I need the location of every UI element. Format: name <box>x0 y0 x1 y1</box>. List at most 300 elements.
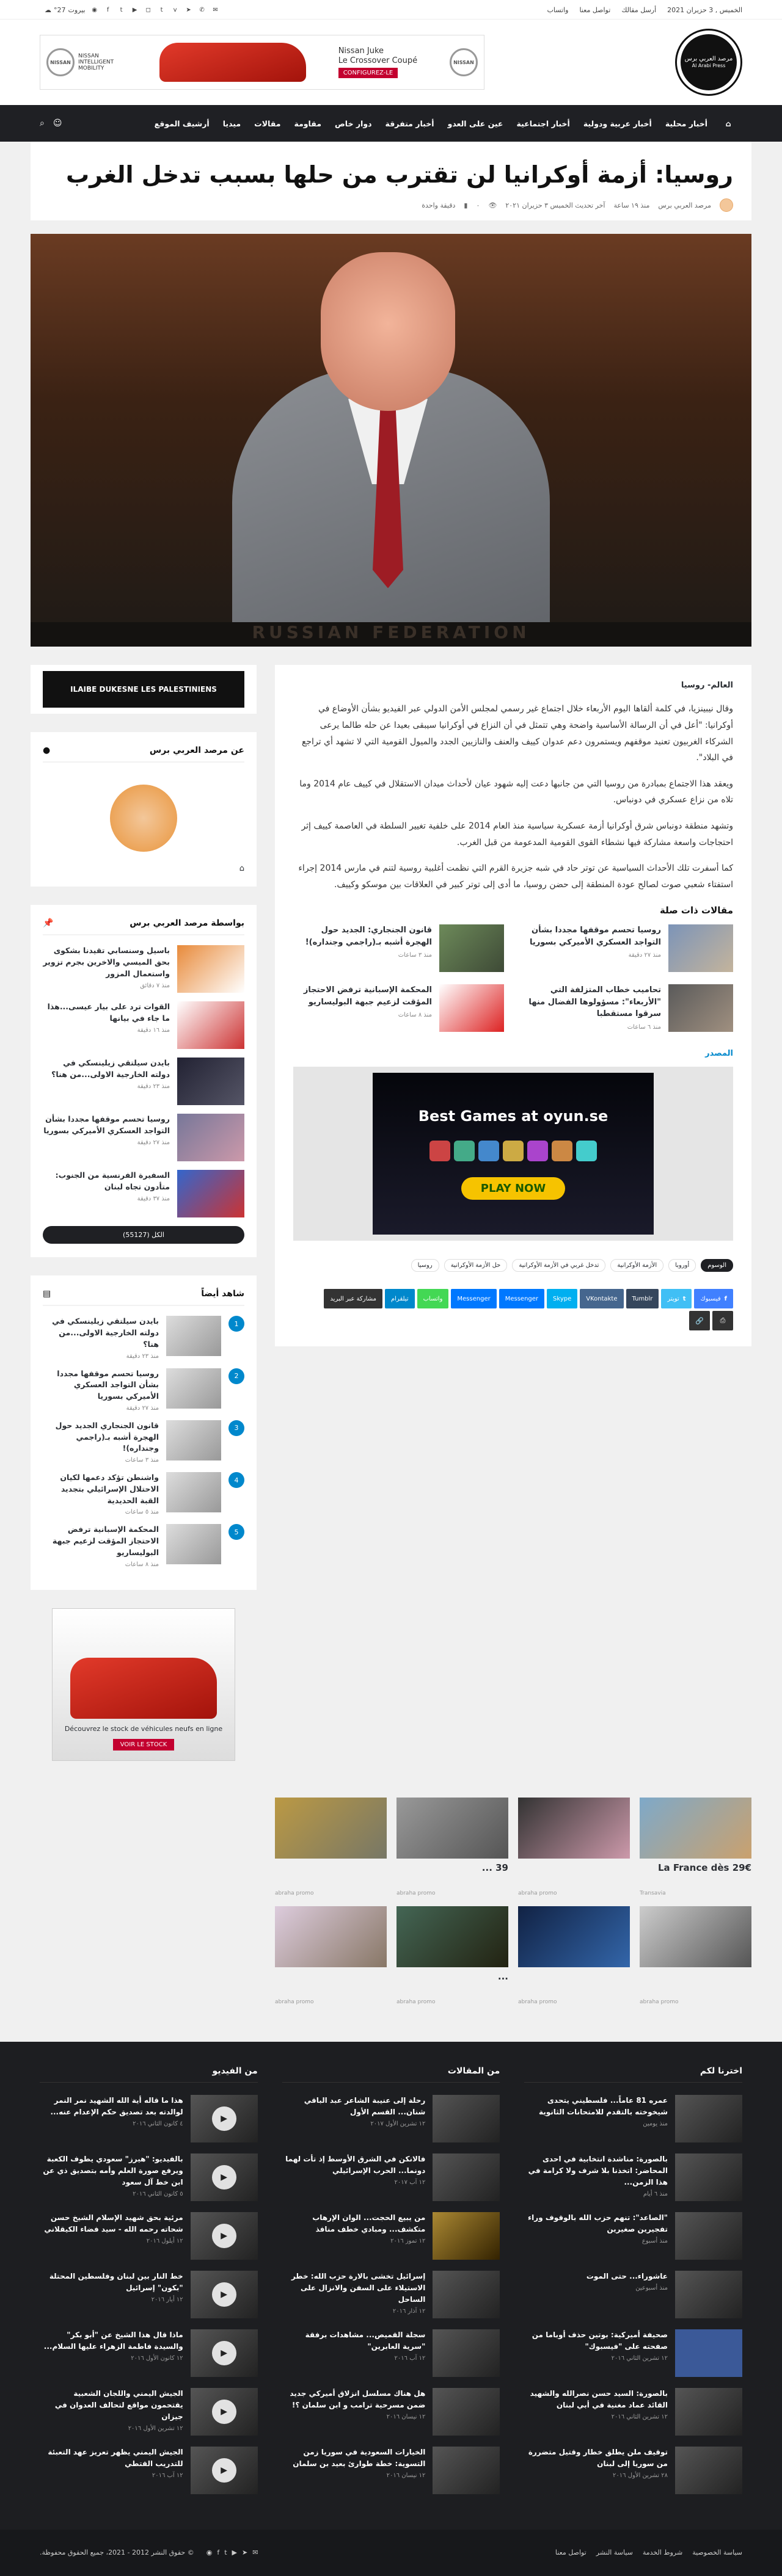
footer-item-title[interactable]: عمره 81 عاماً... فلسطيني يتحدى شيخوخته بالتقدم للامتحانات الثانوية <box>538 2095 668 2116</box>
promo-title[interactable] <box>275 1862 387 1885</box>
footer-item-title[interactable]: فالانكن في الشرق الأوسط إذ تأت لهما دونما... الحرب الإسرائيلي <box>285 2154 426 2175</box>
top-link-whatsapp[interactable]: واتساب <box>547 5 569 14</box>
promo-title[interactable] <box>275 1971 387 1994</box>
footer-link-publishing[interactable]: سياسة النشر <box>596 2549 633 2557</box>
footer-item-date: منذ ٦ أيام <box>643 2191 668 2198</box>
watched-item-title[interactable]: روسيا تحسم موقفها مجددا بشأن التواجد العسكري الأميركي بسوريا <box>57 1368 159 1401</box>
facebook-icon[interactable]: f <box>106 6 109 13</box>
footer-item-date: ١٢ تشرين الأول ٢٠١٧ <box>370 2121 426 2128</box>
main-nav <box>0 105 782 142</box>
watched-item[interactable] <box>43 1420 244 1464</box>
share-label: واتساب <box>423 1295 443 1302</box>
nav-item[interactable]: أخبار متفرقة <box>385 118 434 128</box>
twitter-icon[interactable]: t <box>224 2549 227 2557</box>
footer-item[interactable] <box>524 2388 742 2436</box>
watched-item-title[interactable]: المحكمة الإسبانية ترفض الاحتجاز المؤقت لزعيم جبهة البوليساريو <box>52 1525 159 1557</box>
tag[interactable]: الأزمة الأوكرانية <box>610 1259 663 1272</box>
tumblr-icon[interactable]: t <box>160 6 163 13</box>
top-date: الخميس , 3 حزيران 2021 <box>667 5 742 14</box>
post-title[interactable]: بايدن سيلتقي زيلينسكي في دولته الخارجية الاولى...من هنا؟ <box>51 1058 170 1079</box>
youtube-icon[interactable]: ▶ <box>232 2549 237 2557</box>
rss-icon[interactable]: ◉ <box>92 6 97 13</box>
article-header <box>31 142 751 220</box>
watched-item[interactable] <box>43 1472 244 1515</box>
tag[interactable]: أوروبا <box>668 1259 696 1272</box>
twitter-icon[interactable]: t <box>120 6 123 13</box>
footer-col-title: اخترنا لكم <box>524 2066 742 2083</box>
post-date: منذ ١٦ دقيقة <box>137 1026 170 1034</box>
link-icon[interactable]: 🔗 <box>689 1311 710 1330</box>
car-image <box>159 43 306 82</box>
promo-source: abraha promo <box>518 1998 557 2005</box>
share-label: Tumblr <box>632 1295 653 1302</box>
tags <box>293 1259 733 1272</box>
share-label: تيلقرام <box>390 1295 409 1302</box>
related-item-date: منذ ٢٧ دقيقة <box>628 952 661 959</box>
views-count: ٠ <box>476 201 480 209</box>
footer-item[interactable] <box>282 2447 500 2494</box>
vk-icon[interactable]: v <box>173 6 177 13</box>
footer-item-title[interactable]: بالفيديو: "هيرز" سعودي يطوف الكعبة ويرفع صورة العلم وأمه بتصديق ذي عن ابن خط آل سعود <box>43 2154 183 2187</box>
print-icon[interactable]: ⎙ <box>712 1311 733 1330</box>
nav-item[interactable]: أرشيف الموقع <box>154 118 210 128</box>
related-item[interactable] <box>522 924 733 972</box>
author-name[interactable]: مرصد العربي برس <box>658 201 711 209</box>
video-thumb <box>191 2329 258 2377</box>
footer-item[interactable] <box>282 2271 500 2318</box>
footer-item[interactable] <box>524 2447 742 2494</box>
paragraph: ويعقد هذا الاجتماع بمبادرة من روسيا التي من جانبها دعت إليه شهود عيان لأحداث ميدان الاستقلال في كييف عام 2014 وما تلاه من نزاع عسكري في دونباس. <box>299 778 733 805</box>
footer-item-title[interactable]: مرئية بحق شهيد الإسلام الشيخ حسن شحاته رحمه الله - سيد فضاء الكيقلاني <box>44 2213 183 2233</box>
footer-link-contact[interactable]: تواصل معنا <box>555 2549 586 2557</box>
footer-item-date: ١٢ آب ٢٠١٦ <box>394 2355 426 2362</box>
promo-image <box>518 1798 630 1859</box>
logo-text-en: Al Arabi Press <box>692 63 726 69</box>
footer-thumb <box>675 2153 742 2201</box>
footer-item-title[interactable]: الجيش اليمني واللجان الشعبية يقتحمون مواقع لتحالف العدوان في جيزان <box>54 2389 183 2422</box>
share-label: فيسبوك <box>700 1295 721 1302</box>
related-thumb <box>668 924 733 972</box>
watched-item-title[interactable]: واشنطن تؤكد دعمها لكيان الاحتلال الإسرائيلي بتجديد القبة الحديدية <box>60 1473 159 1505</box>
related-item-title[interactable]: قانون الجنجاري: الجديد حول الهجرة أشبه بـ(راجمي وجنداره)! <box>305 926 432 947</box>
tag[interactable]: حل الأزمة الأوكرانية <box>444 1259 508 1272</box>
watched-widget <box>31 1275 257 1589</box>
site-header <box>0 20 782 105</box>
footer-thumb <box>433 2271 500 2318</box>
stock-button[interactable]: VOIR LE STOCK <box>113 1739 175 1751</box>
promo-item[interactable] <box>275 1906 387 2005</box>
promo-item[interactable] <box>640 1798 751 1896</box>
nav-item[interactable]: دوار خاص <box>334 118 372 128</box>
footer-video-item[interactable] <box>40 2388 258 2436</box>
footer-item[interactable] <box>524 2271 742 2318</box>
watched-item[interactable] <box>43 1368 244 1412</box>
footer-link-privacy[interactable]: سياسة الخصوصية <box>692 2549 742 2557</box>
footer-item[interactable] <box>524 2153 742 2201</box>
footer-video-item[interactable] <box>40 2271 258 2318</box>
game-ad[interactable] <box>293 1067 733 1241</box>
footer-item-title[interactable]: هذا ما قاله أية الله الشهيد نمر النمر لوالدته بعد تصديق حكم الإعدام عنه... <box>50 2095 183 2116</box>
ad-tagline: NISSAN INTELLIGENT MOBILITY <box>78 53 114 71</box>
watched-item-date: منذ ٣ ساعات <box>125 1457 159 1464</box>
dateline: العالم- روسيا <box>681 681 733 691</box>
footer-item-date: ١٢ آذار ٢٠١٦ <box>392 2308 426 2315</box>
footer-video-item[interactable] <box>40 2153 258 2201</box>
top-link-submit[interactable]: أرسل مقالك <box>621 5 657 14</box>
watched-item-date: منذ ٢٧ دقيقة <box>126 1404 159 1412</box>
weather-widget <box>45 6 86 14</box>
promo-source: abraha promo <box>640 1998 679 2005</box>
hero-label: RUSSIAN FEDERATION <box>31 622 751 647</box>
article-body <box>275 665 751 1346</box>
play-icon[interactable]: ▶ <box>212 2341 236 2365</box>
top-bar <box>0 0 782 20</box>
post-title[interactable]: روسيا تحسم موقفها مجددا بشأن التواجد العسكري الأميركي بسوريا <box>43 1114 170 1136</box>
footer-item-title[interactable]: خط النار بين لبنان وفلسطين المحتلة "بكون" إسرائيل <box>49 2271 183 2292</box>
footer-item[interactable] <box>282 2095 500 2142</box>
promoted-grid <box>275 1798 751 2005</box>
share-twitter-button[interactable] <box>661 1289 692 1308</box>
promo-title[interactable]: La France dès 29€ <box>657 1862 751 1873</box>
promo-item[interactable] <box>640 1906 751 2005</box>
paragraph: وتشهد منطقة دونباس شرق أوكرانيا أزمة عسكرية سياسية منذ العام 2014 على خلفية تغيير السلطة في العاصمة كييف إثر احتجاجات واسعة مشاركة فيها نشطاء القوى القومية المدعومة من قبل الغرب. <box>301 821 733 847</box>
footer-item-date: ١٢ أيلول ٢٠١٦ <box>146 2238 183 2245</box>
post-date: منذ ٣٧ دقيقة <box>137 1195 170 1202</box>
footer-item-title[interactable]: الخيارات السعودية في سوريا زمن التسوية: خطة طوارئ بعيد بن سلمان <box>293 2447 426 2468</box>
post-item[interactable] <box>43 1170 244 1217</box>
post-item[interactable] <box>43 1058 244 1105</box>
footer-thumb <box>675 2212 742 2260</box>
promo-image <box>518 1906 630 1967</box>
rank-number: 4 <box>228 1472 244 1488</box>
nav-item[interactable]: مقاومة <box>294 118 321 128</box>
footer-item[interactable] <box>282 2212 500 2260</box>
promo-title[interactable] <box>518 1971 630 1994</box>
footer-item[interactable] <box>282 2388 500 2436</box>
ad-cta-button[interactable]: CONFIGUREZ-LE <box>338 68 398 78</box>
nav-item[interactable]: أخبار محلية <box>665 118 707 128</box>
related-item-title[interactable]: تحاميب خطاب المتزلفة التي "الأربعاء": مسؤولوها الفضال منها سرقوا مستقطبا <box>528 985 661 1019</box>
promo-title[interactable] <box>640 1971 751 1994</box>
nav-item[interactable]: ميديا <box>222 118 241 128</box>
promo-image <box>640 1798 751 1859</box>
watched-item[interactable] <box>43 1316 244 1359</box>
related-item-date: منذ ٣ ساعات <box>398 952 432 959</box>
video-thumb <box>191 2212 258 2260</box>
whatsapp-icon[interactable]: ✆ <box>199 6 205 13</box>
telegram-icon[interactable]: ➤ <box>242 2549 248 2557</box>
related-thumb <box>439 984 504 1032</box>
nav-item[interactable]: عين على العدو <box>447 118 503 128</box>
share-skype-button[interactable] <box>547 1289 577 1308</box>
watched-item-date: منذ ٢٣ دقيقة <box>126 1352 159 1360</box>
sidebar-banner-text: ILAIBE DUKESNE LES PALESTINIENS <box>43 671 244 708</box>
footer-video-item[interactable] <box>40 2329 258 2377</box>
footer-col-title: من الفيديو <box>40 2066 258 2083</box>
video-thumb <box>191 2095 258 2142</box>
share-tumblr-button[interactable] <box>626 1289 659 1308</box>
logo-text-ar: مرصد العربي برس <box>684 56 733 63</box>
all-posts-button[interactable]: الكل (55127) <box>43 1226 244 1244</box>
share-whatsapp-button[interactable] <box>417 1289 449 1308</box>
footer-thumb <box>675 2447 742 2494</box>
footer-item-date: ١٢ تشرين الأول ٢٠١٦ <box>128 2425 183 2433</box>
facebook-icon[interactable]: f <box>217 2549 220 2557</box>
footer-item-date: منذ يومين <box>643 2121 668 2128</box>
share-label: مشاركة عبر البريد <box>330 1295 376 1302</box>
watched-thumb <box>166 1368 221 1409</box>
related-item[interactable] <box>293 984 504 1032</box>
watched-title: شاهد أيضاً <box>201 1289 244 1299</box>
footer-video-item[interactable] <box>40 2447 258 2494</box>
nav-item[interactable]: أخبار اجتماعية <box>516 118 570 128</box>
top-link-contact[interactable]: تواصل معنا <box>579 5 611 14</box>
copyright-text: © حقوق النشر 2012 - 2021، جميع الحقوق محفوظة. <box>40 2549 194 2557</box>
play-icon[interactable]: ▶ <box>212 2165 236 2190</box>
post-thumb <box>177 1170 244 1217</box>
footer-item-title[interactable]: بالصورة: مناشدة انتخابية في احدى المحاضر: اتخذنا بلا شرف ولا كرامة في هذا الزمن... <box>528 2154 668 2187</box>
rank-number: 3 <box>228 1420 244 1436</box>
social-icons <box>40 5 220 14</box>
author-avatar <box>720 198 733 212</box>
about-logo <box>110 785 177 852</box>
footer-item-title[interactable]: صحيفة أميركية: بوتين حذف أوباما من صفحته على "فيسبوك" <box>532 2330 668 2351</box>
footer-item-date: ١٢ تشرين الثاني ٢٠١٦ <box>611 2355 668 2362</box>
related-item-title[interactable]: روسيا تحسم موقفها مجددا بشأن التواجد العسكري الأميركي بسوريا <box>530 926 661 947</box>
youtube-icon[interactable]: ▶ <box>132 6 137 13</box>
related-item-title[interactable]: المحكمة الإسبانية ترفض الاحتجاز المؤقت لزعيم جبهة البوليساريو <box>303 985 432 1007</box>
footer-col-title: من المقالات <box>282 2066 500 2083</box>
promo-item[interactable] <box>396 1906 508 2005</box>
promo-item[interactable] <box>275 1798 387 1896</box>
footer-thumb <box>433 2153 500 2201</box>
sidebar-banner[interactable] <box>31 665 257 714</box>
footer-thumb <box>433 2329 500 2377</box>
watched-item-date: منذ ٥ ساعات <box>125 1509 159 1516</box>
share-messenger-button[interactable] <box>451 1289 496 1308</box>
footer-item-title[interactable]: رحلة إلى عنيبة الشاعر عبد الباقي شنان... القسم الأول <box>304 2095 426 2116</box>
promo-source: abraha promo <box>518 1890 557 1896</box>
footer-item[interactable] <box>282 2329 500 2377</box>
footer-col-picks <box>524 2066 742 2505</box>
watched-thumb <box>166 1472 221 1512</box>
footer-item-title[interactable]: هل هناك مسلسل انزلاق أميركي جديد ضمن مسرحية ترامب و ابن سلمان ؟! <box>290 2389 426 2409</box>
promo-source: abraha promo <box>275 1890 314 1896</box>
sun-cloud-icon: ☁ <box>45 5 51 14</box>
play-icon[interactable]: ▶ <box>212 2458 236 2483</box>
sidebar-ad[interactable] <box>31 1608 257 1761</box>
footer-item[interactable] <box>524 2095 742 2142</box>
rss-icon[interactable]: ◉ <box>206 2549 213 2557</box>
related-thumb <box>668 984 733 1032</box>
watched-item-date: منذ ٨ ساعات <box>125 1561 159 1568</box>
source-label[interactable]: المصدر <box>705 1049 733 1059</box>
nissan-logo-icon: NISSAN <box>450 48 478 76</box>
instagram-icon[interactable]: ◻ <box>145 6 151 13</box>
footer-thumb <box>675 2329 742 2377</box>
posts-title: بواسطة مرصد العربي برس <box>130 918 244 929</box>
rank-number: 5 <box>228 1524 244 1540</box>
footer-item[interactable] <box>524 2212 742 2260</box>
footer-thumb <box>433 2212 500 2260</box>
footer-thumb <box>675 2388 742 2436</box>
play-icon[interactable]: ▶ <box>212 2400 236 2424</box>
tags-label: الوسوم <box>701 1259 733 1272</box>
footer-item[interactable] <box>524 2329 742 2377</box>
about-title: عن مرصد العربي برس <box>149 746 244 756</box>
footer-item-date: ١٢ تشرين الثاني ٢٠١٦ <box>611 2414 668 2421</box>
about-widget <box>31 732 257 887</box>
post-thumb <box>177 1001 244 1049</box>
hero-image <box>31 234 751 647</box>
promo-source: abraha promo <box>275 1998 314 2005</box>
nav-item[interactable]: مقالات <box>254 118 281 128</box>
footer-thumb <box>675 2271 742 2318</box>
related-item-date: منذ ٦ ساعات <box>627 1023 661 1031</box>
footer-item-title[interactable]: ماذا قال هذا الشيخ عن "أبو بكر" والسيدة فاطمة الزهراء عليها السلام... <box>43 2330 183 2351</box>
share-buttons <box>293 1289 733 1308</box>
footer-item-title[interactable]: بالصورة: السيد حسن نصرالله والشهيد القائد عماد مغنية في أبي لبنان <box>530 2389 668 2409</box>
related-item-date: منذ ٨ ساعات <box>398 1012 432 1019</box>
footer-item-date: ١٢ آب ٢٠١٦ <box>152 2472 183 2480</box>
share-email-button[interactable] <box>324 1289 382 1308</box>
promo-image <box>275 1906 387 1967</box>
footer-video-item[interactable] <box>40 2095 258 2142</box>
views-icon: 👁 <box>488 201 497 209</box>
home-icon[interactable]: ⌂ <box>239 864 244 874</box>
watched-item-title[interactable]: بايدن سيلتقي زيلينسكي في دولته الخارجية الاولى...من هنا؟ <box>52 1316 159 1349</box>
promo-item[interactable] <box>518 1906 630 2005</box>
footer-item-title[interactable]: سجلة القميص... مشاهدات برفقة "سرية العابرين" <box>305 2330 426 2351</box>
share-messenger-button[interactable] <box>499 1289 544 1308</box>
share-vk-button[interactable] <box>580 1289 623 1308</box>
play-icon[interactable]: ▶ <box>212 2282 236 2307</box>
post-date: منذ ٢٧ دقيقة <box>137 1139 170 1146</box>
tag[interactable]: تدخل غربي في الأزمة الأوكرانية <box>512 1259 605 1272</box>
footer-item-title[interactable]: الجيش اليمني يظهر تعريز عهد التعبئة للتدريب القتطي <box>48 2447 183 2468</box>
footer-item-date: ١٢ نيسان ٢٠١٦ <box>386 2414 426 2421</box>
copyright-bar <box>0 2530 782 2576</box>
play-icon[interactable]: ▶ <box>212 2106 236 2131</box>
rank-number: 2 <box>228 1368 244 1384</box>
video-thumb <box>191 2447 258 2494</box>
footer <box>0 2042 782 2530</box>
footer-item-title[interactable]: توقيف ملن يطلق خطار وقتيل متضررة من سوريا إلى لبنان <box>528 2447 668 2468</box>
sidebar <box>31 665 257 1779</box>
post-title[interactable]: القوات ترد على بيار عيسى...هذا ما جاء في بيانها <box>47 1002 170 1023</box>
play-icon[interactable]: ▶ <box>212 2224 236 2248</box>
search-icon[interactable]: ⌕ <box>40 118 45 128</box>
share-label: VKontakte <box>586 1295 618 1302</box>
promo-image <box>396 1798 508 1859</box>
bookmark-icon: ▮ <box>464 201 468 209</box>
car-image <box>70 1658 217 1719</box>
footer-thumb <box>433 2447 500 2494</box>
footer-col-articles <box>282 2066 500 2505</box>
article-meta <box>49 198 733 212</box>
footer-col-videos <box>40 2066 258 2505</box>
site-logo[interactable] <box>675 29 742 96</box>
user-icon[interactable]: ☺ <box>53 118 62 128</box>
post-item[interactable] <box>43 1001 244 1049</box>
weather-temp: °27 <box>54 5 66 14</box>
nav-item[interactable]: أخبار عربية ودولية <box>583 118 652 128</box>
footer-thumb <box>675 2095 742 2142</box>
promo-item[interactable] <box>518 1798 630 1896</box>
ad-line2: Le Crossover Coupé <box>338 56 418 65</box>
footer-thumb <box>433 2388 500 2436</box>
play-now-button[interactable]: PLAY NOW <box>461 1177 565 1200</box>
post-title[interactable]: باسيل وسنسابي تقيدنا بشكوى بحق الميسي والاخرين بجرم تزوير واستعمال المزور <box>43 946 170 978</box>
promo-title[interactable] <box>518 1862 630 1885</box>
dot-icon: ● <box>43 746 51 756</box>
update-time: آخر تحديث الخميس ٣ حزيران ٢٠٢١ <box>505 201 605 209</box>
footer-link-terms[interactable]: شروط الخدمة <box>642 2549 683 2557</box>
footer-item-title[interactable]: عاشوراء... حتى الموت <box>586 2271 668 2280</box>
footer-item-date: ١٢ أيار ٢٠١٦ <box>151 2296 183 2304</box>
telegram-icon[interactable]: ➤ <box>186 6 191 13</box>
share-telegram-button[interactable] <box>385 1289 415 1308</box>
file-icon: ▤ <box>43 1289 51 1299</box>
video-thumb <box>191 2153 258 2201</box>
tag[interactable]: روسيا <box>411 1259 439 1272</box>
home-icon[interactable]: ⌂ <box>714 105 742 142</box>
footer-item-date: ١٢ آب ٢٠١٧ <box>394 2179 426 2186</box>
nissan-logo-icon: NISSAN <box>46 48 75 76</box>
watched-item-title[interactable]: قانون الجنجاري الجديد حول الهجرة أشبه بـ(راجمي وجنداره)! <box>55 1420 159 1453</box>
email-icon[interactable]: ✉ <box>252 2549 258 2557</box>
promo-title[interactable]: ... <box>497 1970 508 1982</box>
footer-video-item[interactable] <box>40 2212 258 2260</box>
post-date: منذ ٧ دقائق <box>140 982 170 989</box>
paragraph: وقال نيبينزيا، في كلمة ألقاها اليوم الأربعاء خلال اجتماع غير رسمي لمجلس الأمن الدولي عبر الفيديو بشأن الأوضاع في أوكرانيا: "أعل في أن الرسالة الأساسية واضحة وهي تتمثل في أن النزاع في أوكرانيا سيبقى بعيدا عن حله طالما يرعى الشركاء الغربيون تعنيد موقفهم ويستمرون دعم عدوان كييف والعنف والنازيين الجدد والميول القومية التي لا تشهد أي تراجع في البلاد". <box>301 704 733 763</box>
footer-item-title[interactable]: "الصاعد": تنهم حزب الله بالوقوف وراء تفجيرين صغيرين <box>528 2213 668 2233</box>
footer-item-date: ١٢ كانون الأول ٢٠١٦ <box>131 2355 183 2362</box>
footer-item-date: ١٢ نيسان ٢٠١٦ <box>386 2472 426 2480</box>
footer-item-date: ٢٨ تشرين الأول ٢٠١٦ <box>613 2472 668 2480</box>
header-ad-banner[interactable] <box>40 35 484 90</box>
promo-source: abraha promo <box>396 1890 436 1896</box>
footer-item-date: ٤ كانون الثاني ٢٠١٦ <box>133 2121 183 2128</box>
video-thumb <box>191 2388 258 2436</box>
ad-line1: Nissan Juke <box>338 46 384 56</box>
footer-item-title[interactable]: من يبيع الحجت... الوان الإرهاب متكشف... ومبادي خطف منافذ <box>312 2213 426 2233</box>
share-label: Messenger <box>457 1295 491 1302</box>
post-item[interactable] <box>43 1114 244 1161</box>
related-item[interactable] <box>522 984 733 1032</box>
watched-item[interactable] <box>43 1524 244 1567</box>
share-facebook-button[interactable] <box>694 1289 733 1308</box>
related-item[interactable] <box>293 924 504 972</box>
promo-title[interactable]: 39 ... <box>481 1862 508 1873</box>
publish-time: منذ ١٩ ساعة <box>613 201 650 209</box>
promo-image <box>640 1906 751 1967</box>
post-item[interactable] <box>43 945 244 993</box>
related-thumb <box>439 924 504 972</box>
promo-item[interactable] <box>396 1798 508 1896</box>
promo-image <box>275 1798 387 1859</box>
watched-thumb <box>166 1316 221 1356</box>
watched-thumb <box>166 1524 221 1564</box>
footer-item-date: منذ أسبوع <box>641 2238 668 2245</box>
footer-item-title[interactable]: إسرائيل تخشى بالارة حزب الله: خطر الاستيلاء على السفن والانزال على الساحل <box>291 2271 426 2304</box>
footer-item-date: ٥ كانون الثاني ٢٠١٦ <box>133 2191 183 2198</box>
email-icon[interactable]: ✉ <box>213 6 218 13</box>
share-label: تويتر <box>667 1295 679 1302</box>
post-thumb <box>177 945 244 993</box>
post-title[interactable]: السفيرة الفرنسية من الجنوب: متأدون تجاه لبنان <box>55 1170 170 1192</box>
footer-item[interactable] <box>282 2153 500 2201</box>
